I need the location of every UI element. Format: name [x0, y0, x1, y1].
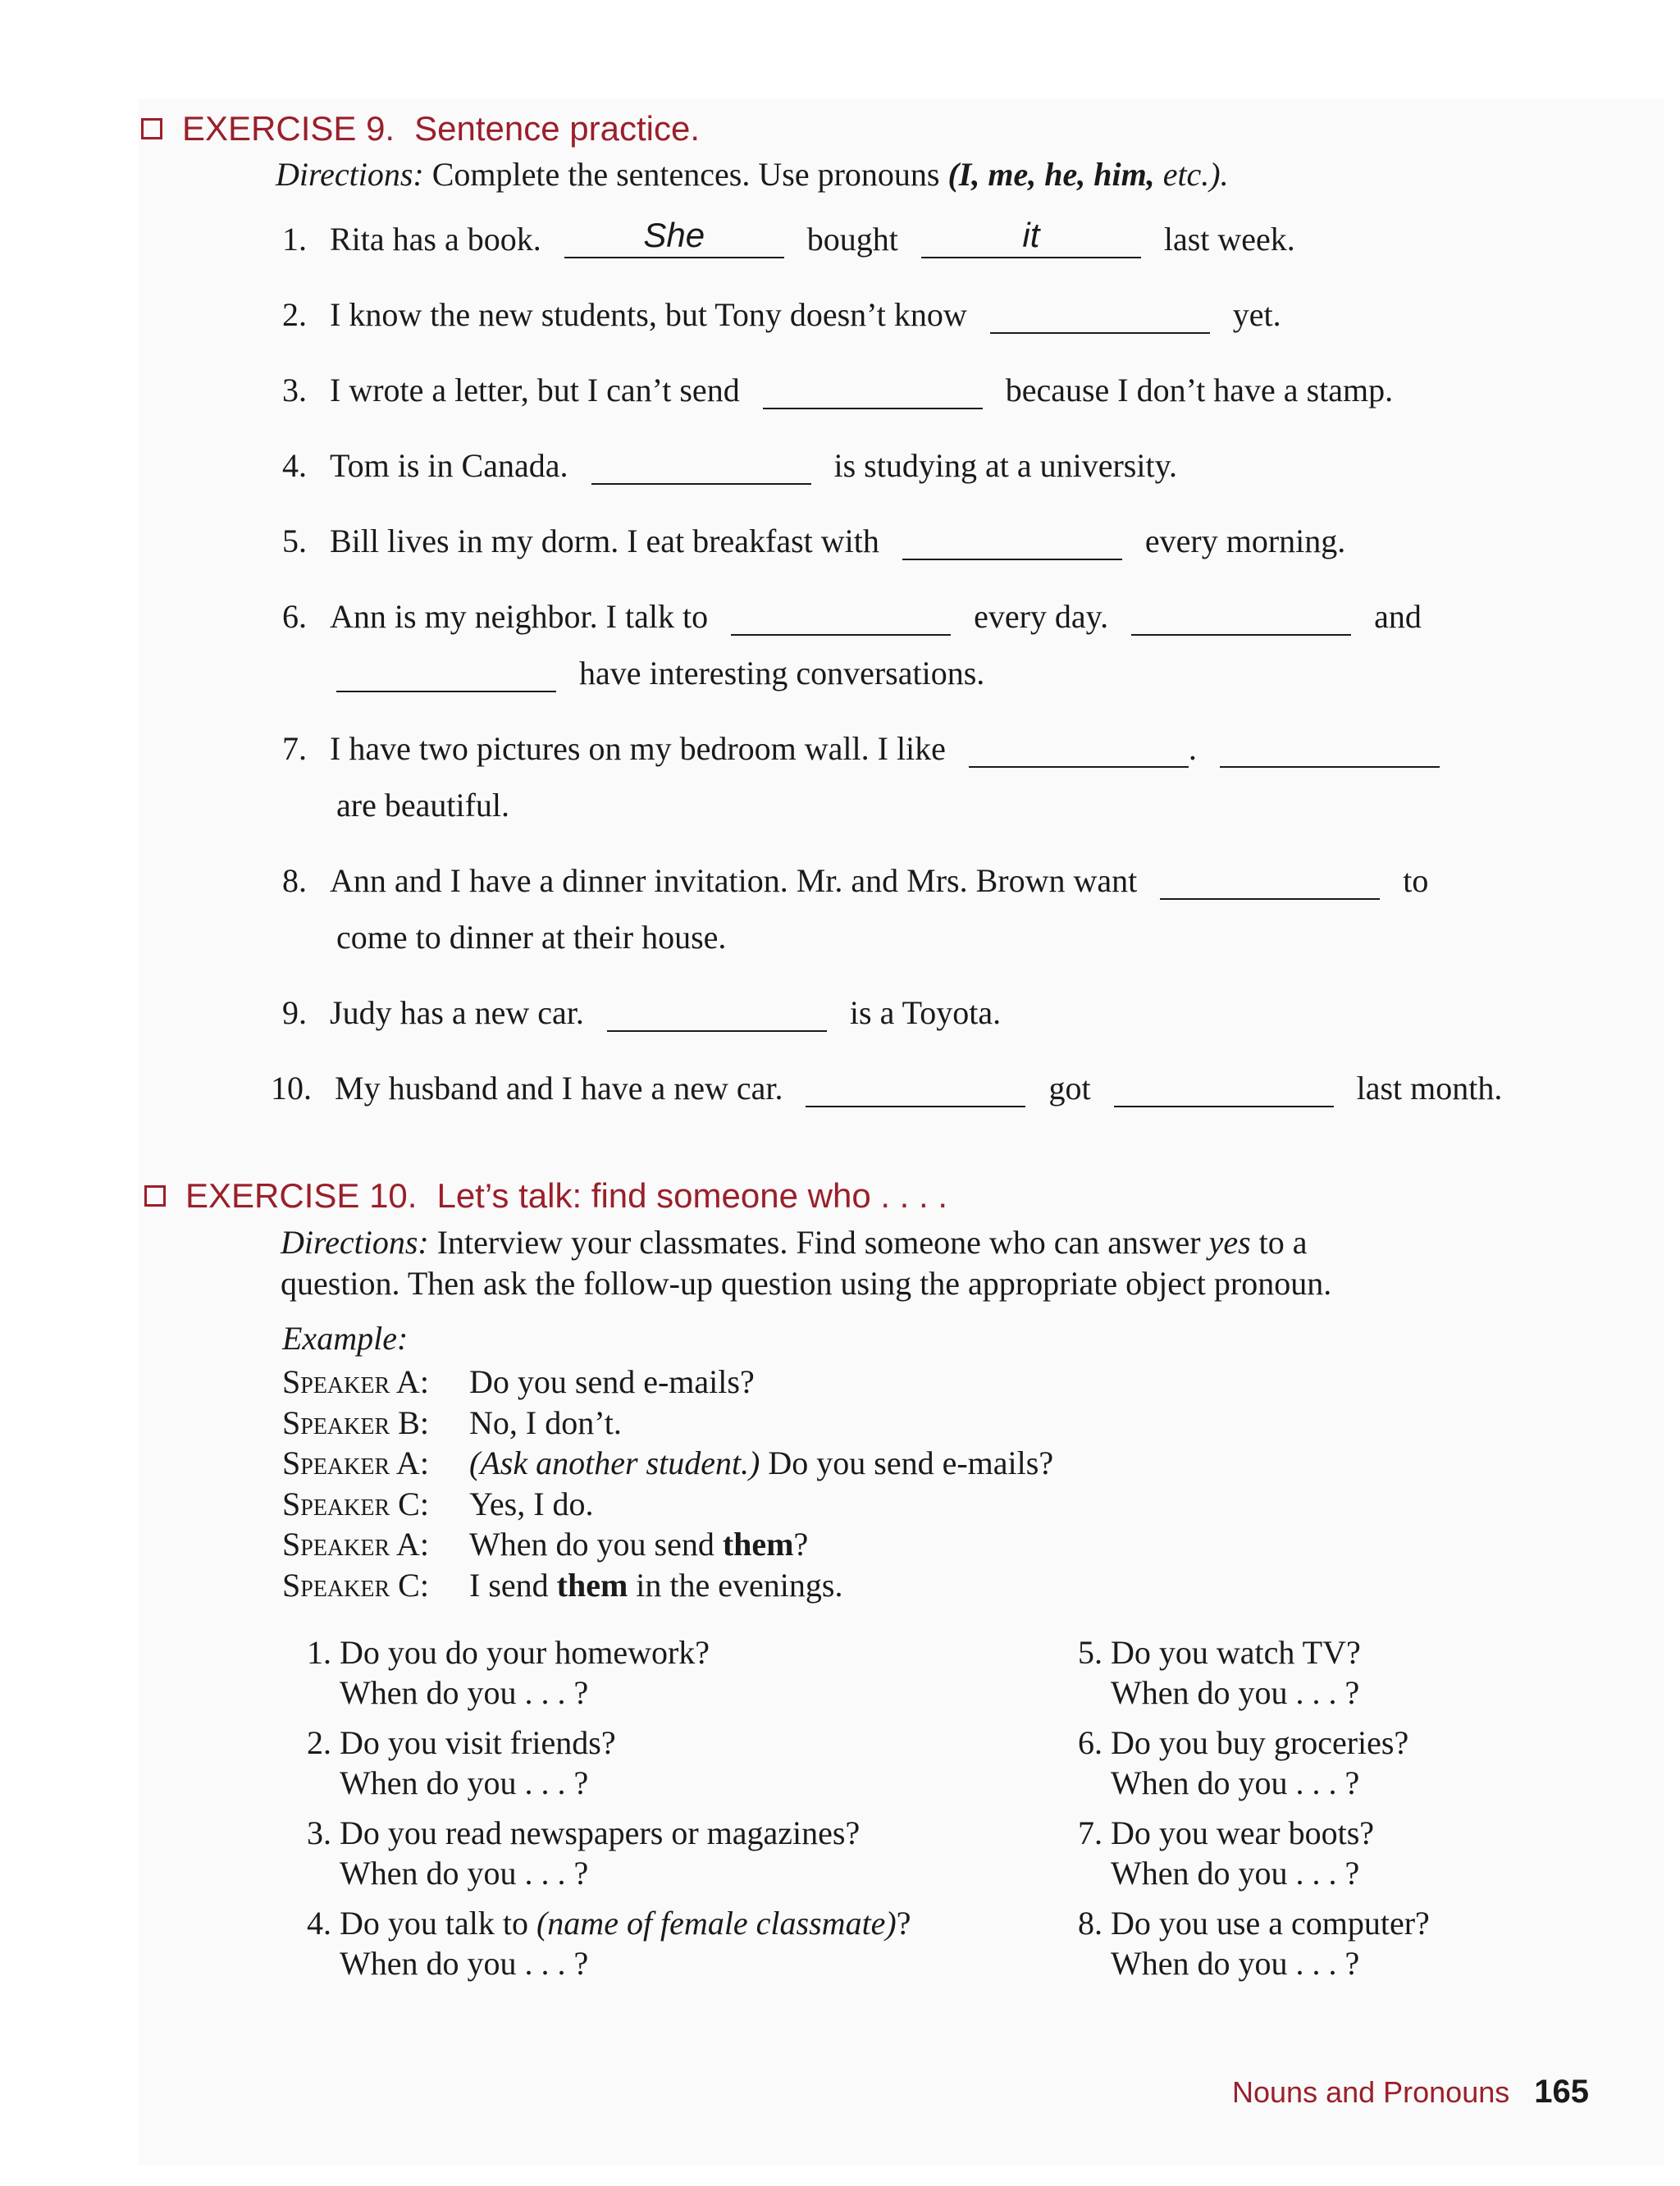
dialogue-bold: them: [556, 1566, 628, 1604]
item-text: Ann is my neighbor. I talk to: [330, 598, 709, 635]
follow-up-question: When do you . . . ?: [1111, 1945, 1360, 1982]
question-item: [287, 1903, 911, 1983]
directions-text: Interview your classmates. Find someone who can answer: [436, 1224, 1209, 1261]
item-number: 10.: [271, 1070, 312, 1107]
speaker-label: Speaker A:: [282, 1363, 429, 1400]
question-item: [1058, 1632, 1430, 1713]
question-item: [1058, 1903, 1430, 1983]
exercise-10-directions: [281, 1222, 1331, 1304]
item-text: to: [1403, 862, 1429, 899]
speaker-label: Speaker B:: [282, 1403, 429, 1441]
dialogue-line: [282, 1362, 1053, 1403]
question-text: Do you watch TV?: [1111, 1634, 1361, 1671]
directions-pronouns: (I, me, he, him,: [947, 156, 1155, 193]
exercise-10-number: EXERCISE 10.: [185, 1176, 418, 1215]
exercise-9-title: Sentence practice.: [414, 109, 700, 148]
exercise-9-number: EXERCISE 9.: [182, 109, 395, 148]
speaker-label: Speaker A:: [282, 1526, 429, 1563]
item-number: 5.: [282, 523, 307, 559]
item-number: 6.: [282, 598, 307, 635]
question-item: [287, 1723, 911, 1803]
checkbox-icon[interactable]: [141, 118, 162, 139]
answer-blank[interactable]: [607, 996, 827, 1032]
item-text: got: [1048, 1070, 1091, 1107]
exercise-9-item-2: [282, 295, 1281, 334]
item-text: last month.: [1356, 1070, 1503, 1107]
item-number: 8.: [282, 862, 307, 899]
answer-blank[interactable]: [902, 524, 1122, 560]
dialogue-text: ?: [793, 1526, 809, 1563]
exercise-9-heading: [141, 109, 700, 148]
question-item: [287, 1813, 911, 1893]
answer-blank[interactable]: [591, 449, 811, 485]
item-text: are beautiful.: [336, 787, 509, 824]
item-text: I know the new students, but Tony doesn’t know: [330, 296, 967, 333]
dialogue-line: [282, 1565, 1053, 1606]
follow-up-question: When do you . . . ?: [340, 1945, 589, 1982]
question-item: [1058, 1723, 1430, 1803]
question-text: Do you use a computer?: [1111, 1905, 1430, 1942]
dialogue-line: [282, 1403, 1053, 1444]
page-footer: [1232, 2074, 1589, 2111]
example-label: Example:: [282, 1320, 409, 1357]
dialogue-text: I send: [469, 1566, 557, 1604]
exercise-9-item-8-line-2: [336, 918, 726, 956]
item-number: 1.: [282, 221, 307, 258]
item-text: Tom is in Canada.: [330, 447, 568, 484]
dialogue-text: Do you send e-mails?: [469, 1363, 755, 1400]
dialogue-text: When do you send: [469, 1526, 723, 1563]
answer-blank[interactable]: [763, 373, 983, 409]
question-number: 2.: [307, 1724, 331, 1761]
answer-blank[interactable]: [1131, 600, 1351, 636]
question-italic: (name of female classmate): [536, 1905, 897, 1942]
item-text: is a Toyota.: [849, 994, 1002, 1031]
answer-blank[interactable]: [1160, 864, 1380, 900]
directions-text: to a: [1250, 1224, 1308, 1261]
answer-blank[interactable]: [1114, 1071, 1334, 1107]
answer-blank[interactable]: [990, 298, 1210, 334]
item-text: Rita has a book.: [330, 221, 541, 258]
item-text: I have two pictures on my bedroom wall. I like: [330, 730, 946, 767]
dialogue-text: Yes, I do.: [469, 1485, 594, 1522]
question-text: Do you do your homework?: [340, 1634, 710, 1671]
item-text: I wrote a letter, but I can’t send: [330, 372, 740, 408]
dialogue-text: Do you send e-mails?: [760, 1444, 1054, 1481]
directions-text-line-2: question. Then ask the follow-up question using the appropriate object pronoun.: [281, 1265, 1332, 1302]
speaker-label: Speaker A:: [282, 1444, 429, 1481]
directions-text: Complete the sentences. Use pronouns: [431, 156, 948, 193]
item-number: 9.: [282, 994, 307, 1031]
question-number: 6.: [1078, 1724, 1102, 1761]
item-number: 4.: [282, 447, 307, 484]
item-number: 3.: [282, 372, 307, 408]
exercise-9-item-7: [282, 729, 1440, 768]
answer-blank[interactable]: [1220, 732, 1440, 768]
exercise-9-item-6: [282, 597, 1422, 636]
dialogue-line: [282, 1443, 1053, 1484]
question-number: 7.: [1078, 1814, 1102, 1851]
item-text: Ann and I have a dinner invitation. Mr. and Mrs. Brown want: [330, 862, 1138, 899]
item-text: and: [1374, 598, 1422, 635]
question-text: Do you talk to: [340, 1905, 536, 1942]
exercise-10-title: Let’s talk: find someone who . . . .: [436, 1176, 948, 1215]
questions-left-column: [287, 1632, 911, 1983]
item-text: yet.: [1232, 296, 1281, 333]
exercise-9-directions: [276, 154, 1229, 195]
item-text: .: [1188, 730, 1197, 767]
questions-right-column: [1058, 1632, 1430, 1983]
dialogue-text: in the evenings.: [628, 1566, 843, 1604]
exercise-9-item-6-line-2: [336, 654, 984, 692]
follow-up-question: When do you . . . ?: [340, 1674, 589, 1711]
speaker-label: Speaker C:: [282, 1485, 429, 1522]
item-number: 2.: [282, 296, 307, 333]
handwritten-answer: it: [1022, 216, 1040, 254]
item-text: last week.: [1163, 221, 1295, 258]
example-dialogue: [282, 1362, 1053, 1605]
question-text: Do you wear boots?: [1111, 1814, 1375, 1851]
follow-up-question: When do you . . . ?: [1111, 1674, 1360, 1711]
question-number: 4.: [307, 1905, 331, 1942]
item-text: every day.: [974, 598, 1109, 635]
answer-blank[interactable]: [731, 600, 951, 636]
dialogue-bold: them: [722, 1526, 794, 1563]
dialogue-italic: (Ask another student.): [469, 1444, 760, 1481]
question-text: Do you buy groceries?: [1111, 1724, 1409, 1761]
item-number: 7.: [282, 730, 307, 767]
checkbox-icon[interactable]: [144, 1185, 166, 1207]
dialogue-text: No, I don’t.: [469, 1403, 622, 1441]
answer-blank[interactable]: [336, 656, 556, 692]
question-text: Do you visit friends?: [340, 1724, 616, 1761]
item-text: My husband and I have a new car.: [335, 1070, 783, 1107]
item-text: Bill lives in my dorm. I eat breakfast with: [330, 523, 879, 559]
item-text: every morning.: [1144, 523, 1346, 559]
answer-blank[interactable]: [806, 1071, 1025, 1107]
answer-blank[interactable]: [921, 216, 1141, 258]
directions-label: Directions:: [281, 1224, 429, 1261]
exercise-9-item-7-line-2: [336, 786, 509, 824]
directions-yes: yes: [1208, 1224, 1251, 1261]
question-number: 3.: [307, 1814, 331, 1851]
answer-blank[interactable]: [564, 216, 784, 258]
follow-up-question: When do you . . . ?: [1111, 1855, 1360, 1892]
answer-blank[interactable]: [969, 732, 1189, 768]
exercise-9-item-8: [282, 861, 1428, 900]
exercise-9-item-10: [271, 1069, 1502, 1107]
item-text: bought: [806, 221, 898, 258]
question-text: ?: [896, 1905, 911, 1942]
question-item: [287, 1632, 911, 1713]
item-text: is studying at a university.: [833, 447, 1177, 484]
exercise-9-item-4: [282, 446, 1177, 485]
page-number: 165: [1534, 2074, 1589, 2110]
directions-etc: etc.).: [1154, 156, 1229, 193]
dialogue-line: [282, 1484, 1053, 1525]
dialogue-line: [282, 1524, 1053, 1565]
item-text: Judy has a new car.: [330, 994, 584, 1031]
exercise-9-item-9: [282, 993, 1001, 1032]
speaker-label: Speaker C:: [282, 1566, 429, 1604]
exercise-9-item-5: [282, 522, 1345, 560]
follow-up-question: When do you . . . ?: [1111, 1764, 1360, 1801]
item-text: have interesting conversations.: [579, 655, 985, 691]
directions-label: Directions:: [276, 156, 424, 193]
follow-up-question: When do you . . . ?: [340, 1855, 589, 1892]
question-number: 1.: [307, 1634, 331, 1671]
question-text: Do you read newspapers or magazines?: [340, 1814, 861, 1851]
question-number: 5.: [1078, 1634, 1102, 1671]
exercise-9-item-3: [282, 371, 1393, 409]
question-item: [1058, 1813, 1430, 1893]
item-text: because I don’t have a stamp.: [1005, 372, 1394, 408]
item-text: come to dinner at their house.: [336, 919, 727, 956]
exercise-10-heading: [144, 1176, 947, 1216]
chapter-title: Nouns and Pronouns: [1232, 2075, 1510, 2109]
exercise-9-item-1: [282, 216, 1295, 258]
question-number: 8.: [1078, 1905, 1102, 1942]
follow-up-question: When do you . . . ?: [340, 1764, 589, 1801]
handwritten-answer: She: [643, 216, 705, 254]
